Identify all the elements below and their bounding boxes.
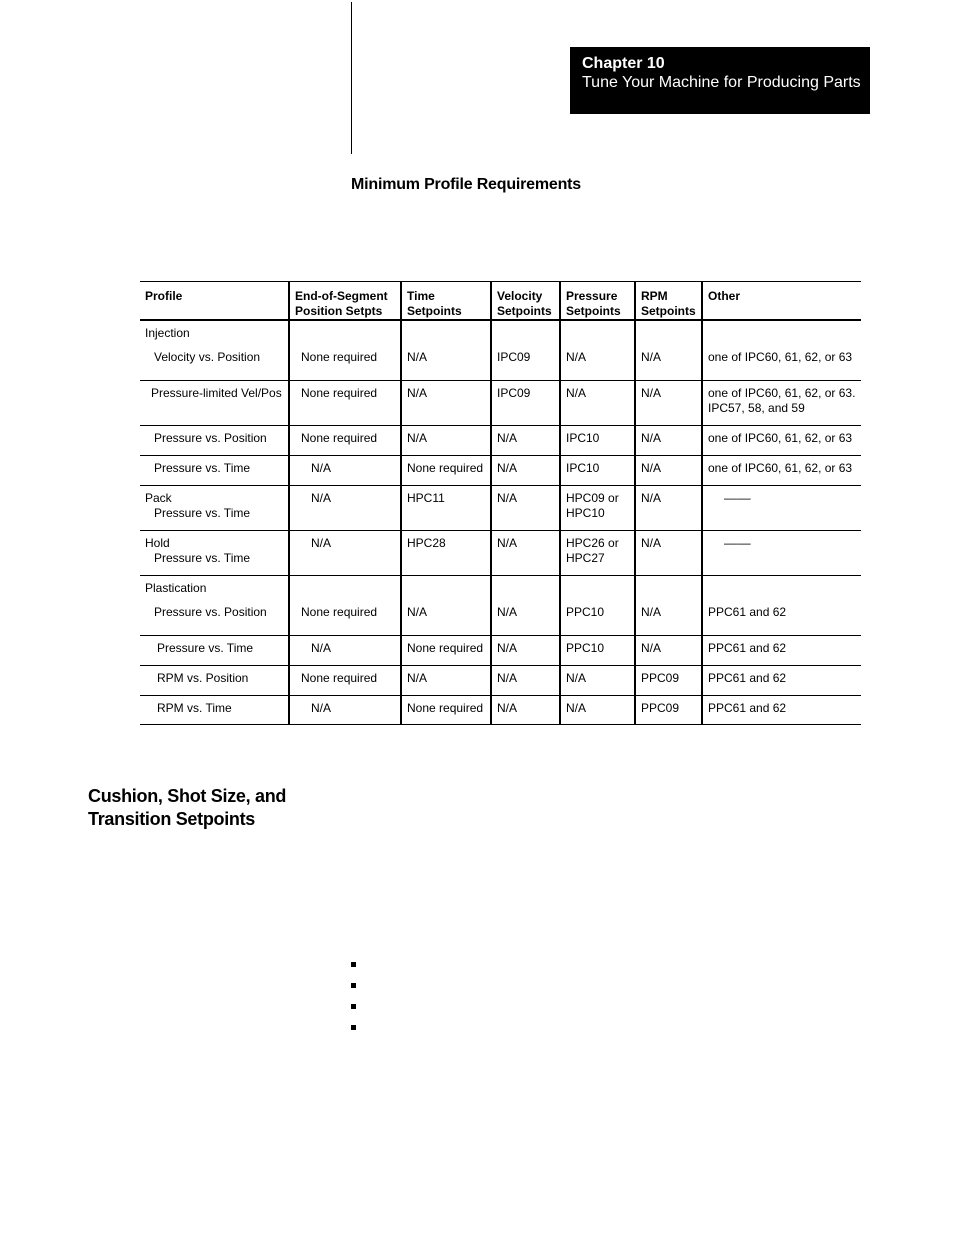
cell: None required: [301, 350, 378, 364]
bullet-list: [351, 962, 356, 1046]
cell: IPC09: [491, 350, 560, 380]
cell: PPC61 and 62: [702, 605, 861, 635]
group-row-plastication: [140, 575, 861, 605]
table-header-row: [140, 282, 861, 321]
bullet-icon: [351, 1004, 356, 1009]
cell: N/A: [311, 535, 332, 550]
cell: PPC10: [560, 605, 635, 635]
cell: PPC09: [635, 665, 702, 695]
cell: N/A: [401, 350, 491, 380]
cell: PPC61 and 62: [702, 665, 861, 695]
col-header-velocity: Velocity Setpoints: [491, 282, 560, 321]
cell: IPC09: [491, 380, 560, 425]
profile-cell: Pressure vs. Position: [154, 605, 267, 619]
table-row: [140, 695, 861, 724]
group-label: Injection: [145, 326, 190, 340]
cell: N/A: [401, 425, 491, 455]
group-label: Hold: [145, 535, 170, 550]
cell: None required: [401, 695, 491, 724]
group-label: Plastication: [145, 580, 207, 595]
profile-cell: RPM vs. Position: [157, 670, 249, 685]
cell: N/A: [401, 380, 491, 425]
cell: N/A: [491, 605, 560, 635]
table-row: [140, 455, 861, 485]
profile-requirements-table: [140, 281, 861, 725]
table-row: [140, 350, 861, 380]
col-header-end-of-segment: End-of-Segment Position Setpts: [289, 282, 401, 321]
cell: N/A: [491, 530, 560, 575]
bullet-icon: [351, 983, 356, 988]
profile-cell: Velocity vs. Position: [154, 350, 261, 364]
table-row: [140, 380, 861, 425]
profile-cell: RPM vs. Time: [157, 700, 232, 715]
profile-cell: Pressure vs. Time: [154, 460, 251, 475]
cell: N/A: [491, 425, 560, 455]
cell: ––––: [724, 535, 751, 550]
cell: N/A: [560, 665, 635, 695]
profile-cell: Pressure vs. Time: [157, 640, 254, 655]
cell: HPC28: [401, 530, 491, 575]
cell: None required: [301, 605, 378, 619]
cell: PPC09: [635, 695, 702, 724]
cell: one of IPC60, 61, 62, or 63: [702, 350, 861, 380]
chapter-header: [570, 47, 870, 114]
table-row-pack: [140, 485, 861, 530]
chapter-title: Tune Your Machine for Producing Parts: [582, 74, 861, 91]
cell: HPC11: [401, 485, 491, 530]
cell: one of IPC60, 61, 62, or 63: [702, 455, 861, 485]
table-title: Minimum Profile Requirements: [351, 176, 581, 193]
cell: N/A: [311, 490, 332, 505]
cell: N/A: [635, 380, 702, 425]
cell: N/A: [635, 425, 702, 455]
cell: HPC26 or HPC27: [560, 530, 635, 575]
cell: PPC61 and 62: [702, 635, 861, 665]
profile-cell: Pressure vs. Time: [154, 505, 251, 520]
cell: None required: [301, 670, 378, 685]
group-row-injection: [140, 320, 861, 350]
cell: None required: [401, 635, 491, 665]
cell: N/A: [491, 695, 560, 724]
cell: N/A: [491, 455, 560, 485]
table-row-hold: [140, 530, 861, 575]
table-row: [140, 425, 861, 455]
cell: N/A: [401, 605, 491, 635]
cell: N/A: [560, 380, 635, 425]
cell: N/A: [311, 460, 332, 475]
cell: N/A: [560, 350, 635, 380]
section-heading-line1: Cushion, Shot Size, and: [88, 786, 287, 806]
cell: PPC61 and 62: [702, 695, 861, 724]
cell: N/A: [401, 665, 491, 695]
cell: IPC10: [560, 425, 635, 455]
bullet-icon: [351, 962, 356, 967]
bullet-icon: [351, 1025, 356, 1030]
col-header-pressure: Pressure Setpoints: [560, 282, 635, 321]
chapter-number: Chapter 10: [582, 55, 665, 72]
cell: N/A: [635, 635, 702, 665]
cell: HPC09 or HPC10: [560, 485, 635, 530]
cell: N/A: [311, 640, 332, 655]
profile-cell: Pressure vs. Position: [154, 430, 267, 445]
profile-cell: Pressure vs. Time: [154, 550, 251, 565]
cell: None required: [401, 455, 491, 485]
table-row: [140, 605, 861, 635]
cell: N/A: [635, 605, 702, 635]
section-heading: [88, 785, 286, 831]
cell: N/A: [311, 700, 332, 715]
cell: N/A: [491, 485, 560, 530]
cell: None required: [301, 430, 378, 445]
col-header-profile: Profile: [140, 282, 289, 321]
section-heading-line2: Transition Setpoints: [88, 809, 256, 829]
cell: N/A: [635, 455, 702, 485]
col-header-time: Time Setpoints: [401, 282, 491, 321]
cell: one of IPC60, 61, 62, or 63. IPC57, 58, and 59: [702, 380, 861, 425]
cell: N/A: [635, 350, 702, 380]
table-row: [140, 665, 861, 695]
col-header-other: Other: [702, 282, 861, 321]
group-label: Pack: [145, 490, 172, 505]
cell: N/A: [560, 695, 635, 724]
cell: IPC10: [560, 455, 635, 485]
cell: N/A: [635, 530, 702, 575]
cell: N/A: [491, 665, 560, 695]
col-header-rpm: RPM Setpoints: [635, 282, 702, 321]
cell: PPC10: [560, 635, 635, 665]
cell: None required: [301, 385, 378, 400]
table-row: [140, 635, 861, 665]
margin-rule: [351, 2, 352, 154]
profile-cell: Pressure-limited Vel/Pos: [151, 385, 282, 400]
cell: N/A: [635, 485, 702, 530]
cell: ––––: [724, 490, 751, 505]
cell: N/A: [491, 635, 560, 665]
cell: one of IPC60, 61, 62, or 63: [702, 425, 861, 455]
